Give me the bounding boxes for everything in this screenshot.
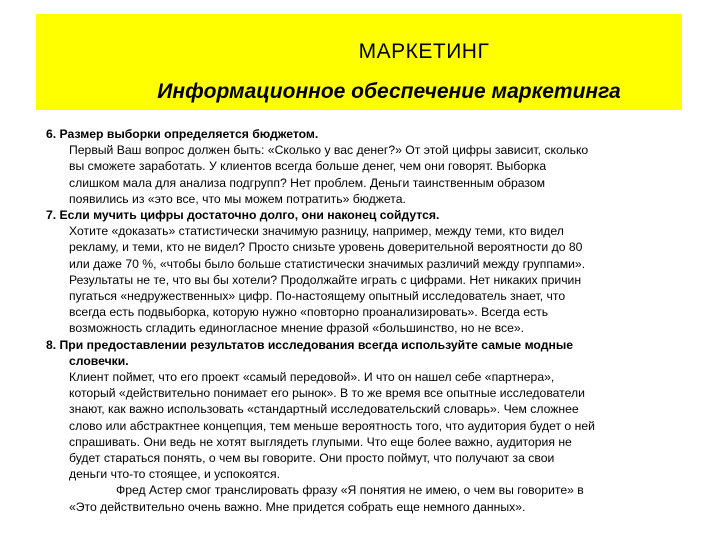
section-6-heading: 6. Размер выборки определяется бюджетом.	[46, 127, 319, 141]
document-body	[46, 126, 688, 515]
text-line: Первый Ваш вопрос должен быть: «Сколько у вас денег?» От этой цифры зависит, сколько	[69, 143, 589, 158]
text-line: или даже 70 %, «чтобы было больше статистически значимых различий между группами».	[69, 256, 586, 271]
text-line: слишком мала для анализа подгрупп? Нет проблем. Деньги таинственным образом	[69, 175, 546, 190]
text-line: деньги что-то стоящее, и успокоятся.	[69, 467, 280, 482]
text-line: знают, как важно использовать «стандартный исследовательский словарь». Чем сложнее	[69, 402, 579, 417]
quote-line: Фред Астер смог транслировать фразу «Я понятия не имею, о чем вы говорите» в	[116, 483, 584, 498]
text-line: появились из «это все, что мы можем потратить» бюджета.	[69, 191, 406, 206]
text-line: вы сможете заработать. У клиентов всегда больше денег, чем они говорят. Выборка	[69, 159, 547, 174]
section-8-text	[46, 369, 688, 482]
title-banner	[36, 14, 682, 110]
page-subtitle: Информационное обеспечение маркетинга	[157, 80, 621, 103]
section-7-text	[46, 223, 688, 336]
text-line: спрашивать. Они ведь не хотят выглядеть глупыми. Что еще более важно, аудитория не	[69, 434, 572, 449]
text-line: Хотите «доказать» статистически значимую разницу, например, между теми, кто видел	[69, 224, 564, 239]
text-line: Результаты не те, что вы бы хотели? Продолжайте играть с цифрами. Нет никаких причин	[69, 272, 582, 287]
text-line: Клиент поймет, что его проект «самый передовой». И что он нашел себе «партнера»,	[69, 370, 555, 385]
page-title: МАРКЕТИНГ	[358, 40, 490, 63]
text-line: который «действительно понимает его рынок». В то же время все опытные исследователи	[69, 386, 585, 401]
section-6-text	[46, 142, 688, 207]
section-8-heading-cont: словечки.	[69, 353, 129, 368]
text-line: возможность сгладить единогласное мнение фразой «большинство, но не все».	[69, 321, 525, 336]
section-7-heading: 7. Если мучить цифры достаточно долго, они наконец сойдутся.	[46, 208, 440, 223]
section-8-heading: 8. При предоставлении результатов исследования всегда используйте самые модные	[46, 337, 574, 352]
text-line: пугаться «недружественных» цифр. По-настоящему опытный исследователь знает, что	[69, 289, 566, 304]
quote-line-cont: «Это действительно очень важно. Мне придется собрать еще немного данных».	[69, 499, 526, 514]
text-line: всегда есть подвыборка, которую нужно «повторно проанализировать». Всегда есть	[69, 305, 549, 320]
text-line: слово или абстрактнее концепция, тем меньше вероятность того, что аудитория будет о ней	[69, 418, 595, 433]
text-line: рекламу, и теми, кто не видел? Просто снизьте уровень доверительной вероятности до 80	[69, 240, 583, 255]
text-line: будет стараться понять, о чем вы говорите. Они просто поймут, что получают за свои	[69, 451, 555, 466]
